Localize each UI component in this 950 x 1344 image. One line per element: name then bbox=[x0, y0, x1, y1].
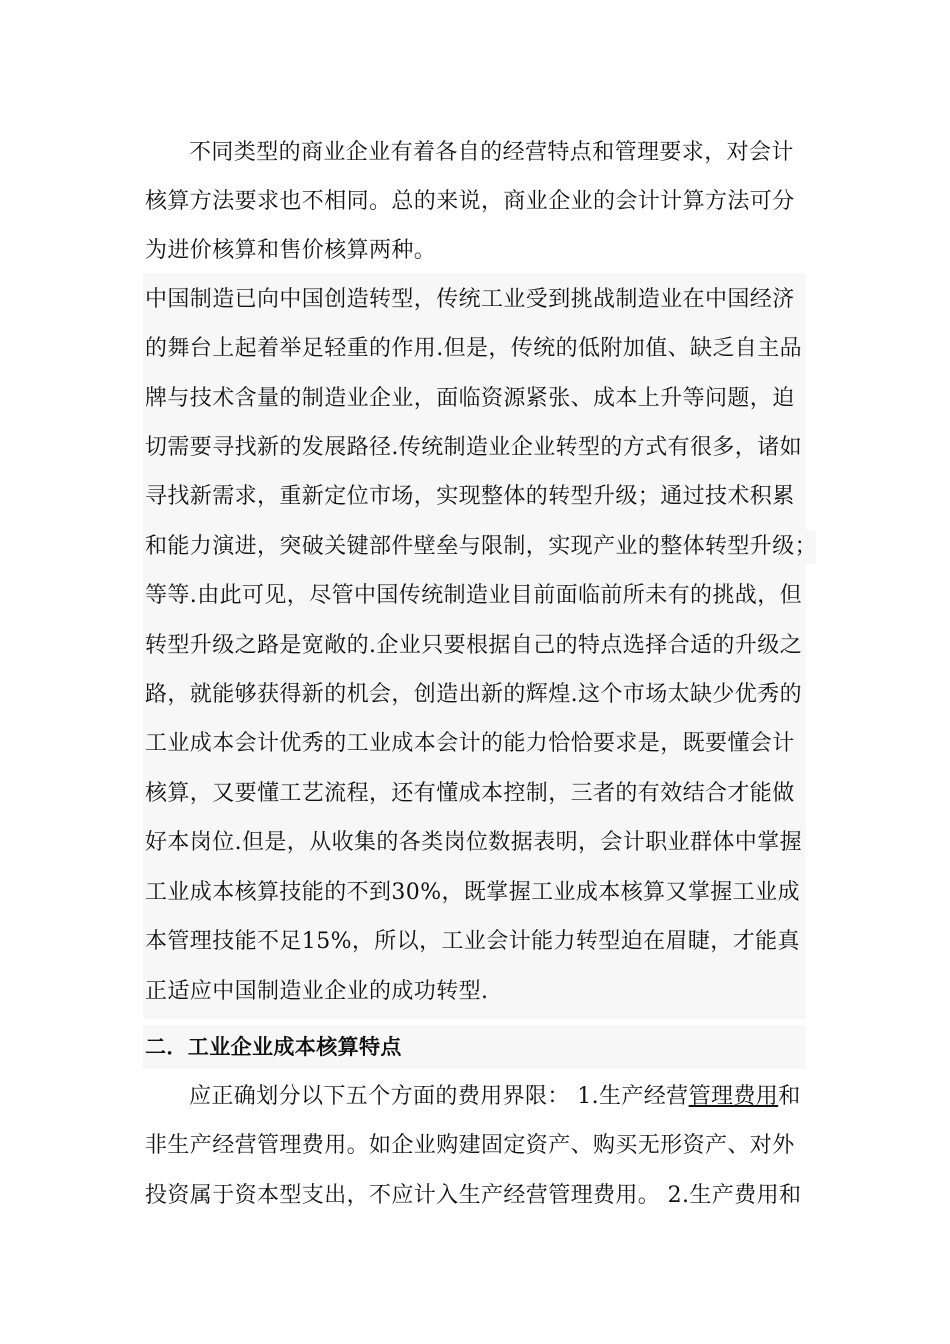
transformation-line-3: 牌与技术含量的制造业企业，面临资源紧张、成本上升等问题，迫 bbox=[145, 386, 795, 411]
transformation-line-4: 切需要寻找新的发展路径.传统制造业企业转型的方式有很多，诸如 bbox=[145, 435, 802, 460]
section2-line-1-suffix: 和 bbox=[778, 1084, 801, 1109]
transformation-line-15: 正适应中国制造业企业的成功转型. bbox=[145, 979, 489, 1004]
transformation-line-6: 和能力演进，突破关键部件壁垒与限制，实现产业的整体转型升级； bbox=[145, 534, 818, 559]
intro-line-1: 不同类型的商业企业有着各自的经营特点和管理要求，对会计 bbox=[189, 140, 794, 165]
transformation-line-5: 寻找新需求，重新定位市场，实现整体的转型升级；通过技术积累 bbox=[145, 484, 795, 509]
section2-line-1 bbox=[189, 1081, 801, 1113]
transformation-line-9: 路，就能够获得新的机会，创造出新的辉煌.这个市场太缺少优秀的 bbox=[145, 682, 802, 707]
transformation-line-14: 本管理技能不足15%，所以，工业会计能力转型迫在眉睫，才能真 bbox=[145, 929, 800, 954]
management-expense-link[interactable]: 管理费用 bbox=[688, 1084, 779, 1109]
transformation-line-8: 转型升级之路是宽敞的.企业只要根据自己的特点选择合适的升级之 bbox=[145, 633, 802, 658]
section2-line-1-prefix: 应正确划分以下五个方面的费用界限： 1.生产经营 bbox=[189, 1084, 689, 1109]
section2-line-3: 投资属于资本型支出，不应计入生产经营管理费用。 2.生产费用和 bbox=[145, 1183, 802, 1208]
section-heading: 二．工业企业成本核算特点 bbox=[145, 1035, 402, 1059]
transformation-line-13: 工业成本核算技能的不到30%，既掌握工业成本核算又掌握工业成 bbox=[145, 880, 800, 905]
transformation-line-2: 的舞台上起着举足轻重的作用.但是，传统的低附加值、缺乏自主品 bbox=[145, 336, 802, 361]
transformation-line-10: 工业成本会计优秀的工业成本会计的能力恰恰要求是，既要懂会计 bbox=[145, 731, 795, 756]
intro-line-2: 核算方法要求也不相同。总的来说，商业企业的会计计算方法可分 bbox=[145, 189, 795, 214]
transformation-line-1: 中国制造已向中国创造转型，传统工业受到挑战制造业在中国经济 bbox=[145, 287, 795, 312]
transformation-line-12: 好本岗位.但是，从收集的各类岗位数据表明，会计职业群体中掌握 bbox=[145, 830, 802, 855]
intro-line-3: 为进价核算和售价核算两种。 bbox=[145, 238, 437, 263]
transformation-line-11: 核算，又要懂工艺流程，还有懂成本控制，三者的有效结合才能做 bbox=[145, 781, 795, 806]
transformation-line-7: 等等.由此可见，尽管中国传统制造业目前面临前所未有的挑战，但 bbox=[145, 583, 802, 608]
section2-line-2: 非生产经营管理费用。如企业购建固定资产、购买无形资产、对外 bbox=[145, 1133, 795, 1158]
